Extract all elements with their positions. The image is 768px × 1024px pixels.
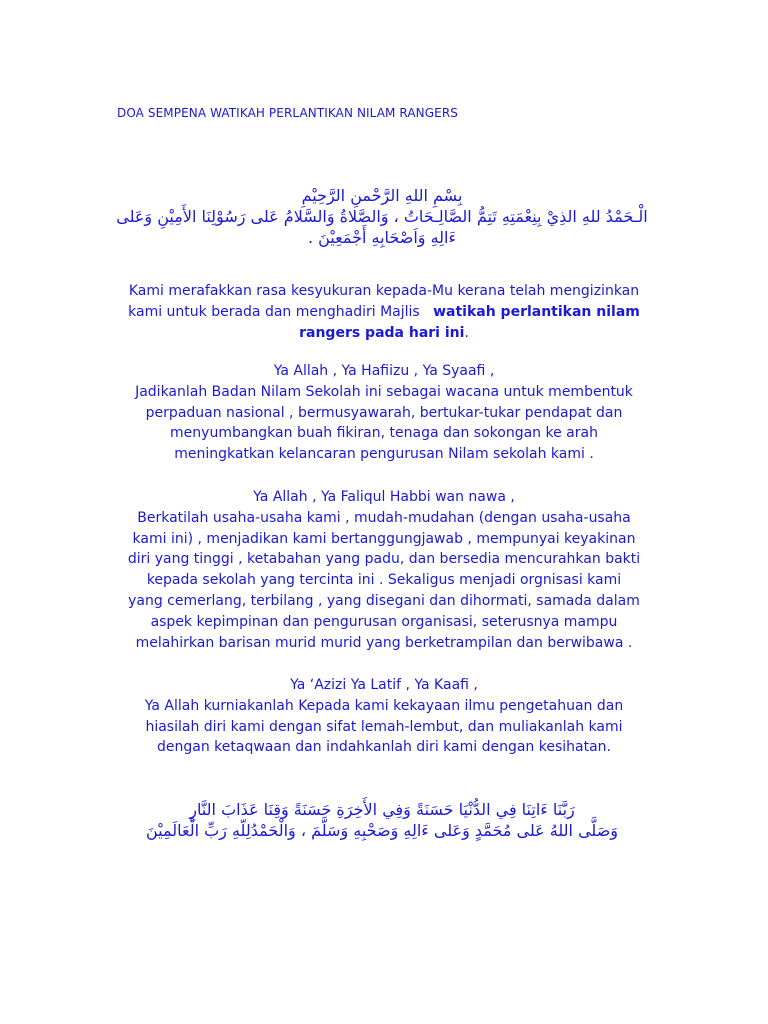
- text-line: melahirkan barisan murid murid yang berketrampilan dan berwibawa .: [135, 634, 633, 651]
- bold-text-segment: rangers pada hari ini: [299, 324, 465, 341]
- text-line: Ya Allah , Ya Hafiizu , Ya Syaafi ,: [273, 363, 495, 379]
- text-line: menyumbangkan buah fikiran, tenaga dan sokongan ke arah: [170, 425, 598, 442]
- opening-arabic-prayer: [116, 185, 648, 248]
- paragraph-ya-allah-faliqul: [104, 487, 664, 653]
- text-line: Jadikanlah Badan Nilam Sekolah ini sebagai wacana untuk membentuk: [135, 383, 633, 400]
- bold-text-segment: watikah perlantikan nilam: [433, 303, 640, 320]
- text-line: meningkatkan kelancaran pengurusan Nilam sekolah kami .: [174, 446, 594, 463]
- closing-arabic-prayer: [116, 799, 648, 841]
- arabic-line: وَصَلَّى اللهُ عَلى مُحَمَّدٍ وَعَلى ءَالِهِ وَصَحْبِهِ وَسَلَّمَ ، وَالْحَمْدُلِلّهِ رَبِّ الْعَالَمِيْنَ: [145, 821, 619, 840]
- paragraph-gratitude: [104, 281, 664, 343]
- arabic-line: رَبَّنَا ءَاتِنَا فِي الدُّنْيَا حَسَنَةً وَفِي الأَخِرَةِ حَسَنَةً وَقِنَا عَذَابَ النَّارِ: [189, 800, 575, 819]
- text-line: [104, 302, 664, 323]
- text-line: kepada sekolah yang tercinta ini . Sekaligus menjadi orgnisasi kami: [146, 572, 622, 589]
- text-line: hiasilah diri kami dengan sifat lemah-lembut, dan muliakanlah kami: [145, 718, 623, 735]
- text-line: Ya Allah , Ya Faliqul Habbi wan nawa ,: [253, 489, 515, 505]
- arabic-line: الْـحَمْدُ للهِ الذِيْ بِنِعْمَتِهِ تَتِمُّ الصَّالِـحَاتُ ، وَالصَّلاةُ وَالسَّلامُ عَلى رَسُوْلِنَا الأَمِيْنِ وَعَلى: [116, 207, 648, 226]
- text-line: perpaduan nasional , bermusyawarah, bertukar-tukar pendapat dan: [145, 404, 623, 421]
- text-line: [104, 323, 664, 344]
- text-segment: kami untuk berada dan menghadiri Majlis: [128, 303, 420, 320]
- arabic-line: بِسْمِ اللهِ الرَّحْمنِ الرَّحِيْمِ: [301, 186, 463, 205]
- arabic-line: ءَالِهِ وَاَصْحَابِهِ أَجْمَعِيْنَ .: [307, 228, 457, 247]
- text-line: Ya ‘Azizi Ya Latif , Ya Kaafi ,: [290, 677, 478, 693]
- text-line: aspek kepimpinan dan pengurusan organisasi, seterusnya mampu: [150, 613, 618, 630]
- text-segment: .: [464, 324, 469, 341]
- text-line: diri yang tinggi , ketabahan yang padu, dan bersedia mencurahkan bakti: [127, 551, 641, 568]
- text-line: dengan ketaqwaan dan indahkanlah diri kami dengan kesihatan.: [157, 739, 611, 756]
- paragraph-ya-allah-hafiizu: [104, 361, 664, 465]
- text-line: Ya Allah kurniakanlah Kepada kami kekayaan ilmu pengetahuan dan: [144, 697, 624, 714]
- text-line: Berkatilah usaha-usaha kami , mudah-mudahan (dengan usaha-usaha: [137, 509, 631, 526]
- document-title: DOA SEMPENA WATIKAH PERLANTIKAN NILAM RANGERS: [117, 106, 458, 120]
- text-line: Kami merafakkan rasa kesyukuran kepada-Mu kerana telah mengizinkan: [128, 283, 640, 299]
- text-line: yang cemerlang, terbilang , yang disegani dan dihormati, samada dalam: [128, 592, 640, 609]
- paragraph-ya-azizi: [104, 675, 664, 758]
- text-line: kami ini) , menjadikan kami bertanggungjawab , mempunyai keyakinan: [132, 530, 636, 547]
